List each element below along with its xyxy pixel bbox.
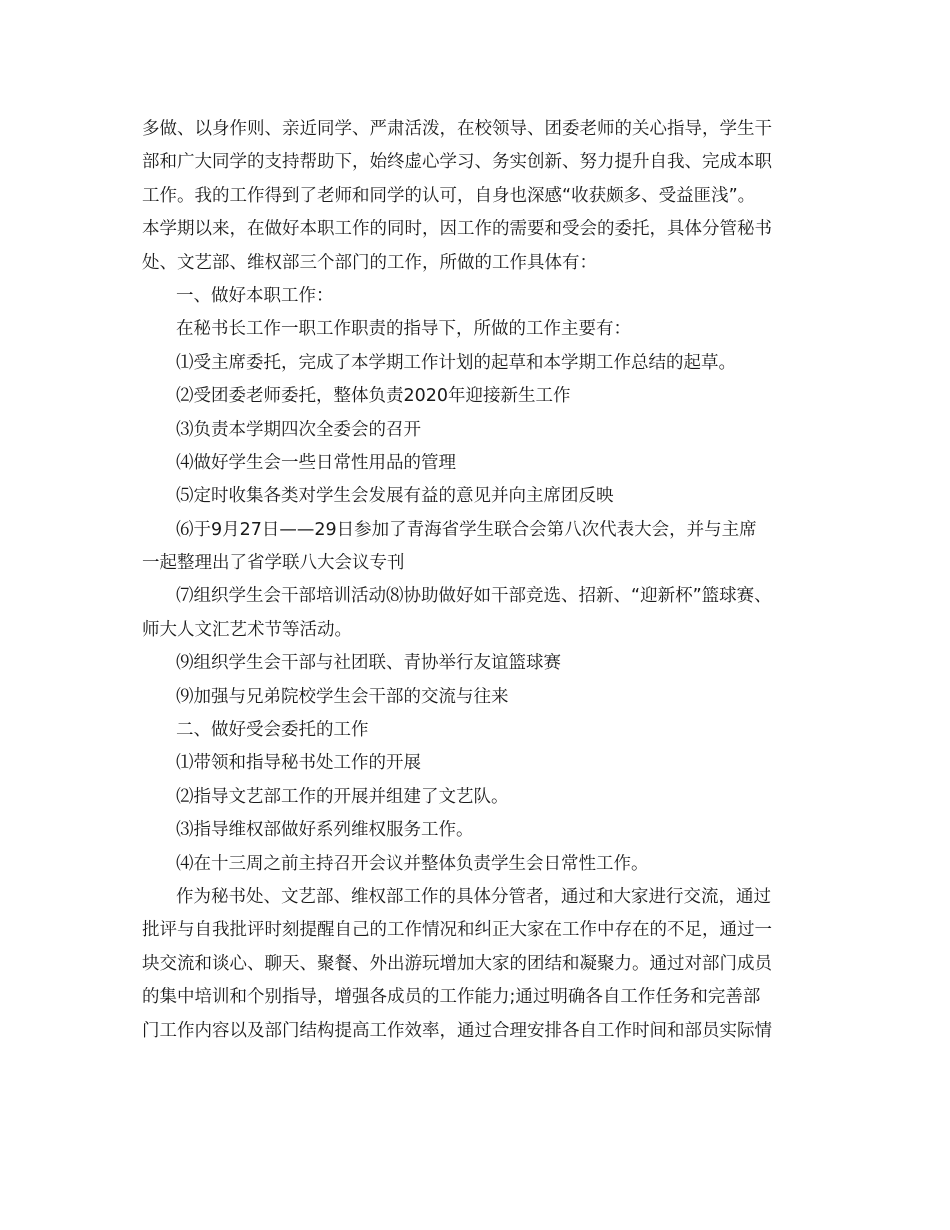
text-line: 一、做好本职工作： bbox=[176, 285, 334, 306]
text-line: 处、文艺部、维权部三个部门的工作，所做的工作具体有： bbox=[142, 252, 597, 273]
text-line: 作为秘书处、文艺部、维权部工作的具体分管者，通过和大家进行交流，通过 bbox=[176, 886, 771, 907]
text-line: ⑴带领和指导秘书处工作的开展 bbox=[176, 753, 421, 774]
text-line: 多做、以身作则、亲近同学、严肃活泼，在校领导、团委老师的关心指导，学生干 bbox=[142, 119, 772, 139]
text-line: 二、做好受会委托的工作 bbox=[176, 720, 369, 741]
text-line: 工作。我的工作得到了老师和同学的认可，自身也深感“收获颇多、受益匪浅”。 bbox=[142, 185, 756, 206]
text-line: 在秘书长工作一职工作职责的指导下，所做的工作主要有： bbox=[176, 319, 631, 340]
text-line: ⑸定时收集各类对学生会发展有益的意见并向主席团反映 bbox=[176, 486, 614, 507]
text-line: ⑶指导维权部做好系列维权服务工作。 bbox=[176, 820, 474, 841]
text-line: 一起整理出了省学联八大会议专刊 bbox=[142, 553, 405, 574]
text-line: 师大人文汇艺术节等活动。 bbox=[142, 619, 352, 640]
text-line: 块交流和谈心、聊天、聚餐、外出游玩增加大家的团结和凝聚力。通过对部门成员 bbox=[142, 953, 772, 974]
text-line: 的集中培训和个别指导，增强各成员的工作能力;通过明确各自工作任务和完善部 bbox=[142, 987, 761, 1008]
text-line: ⑷在十三周之前主持召开会议并整体负责学生会日常性工作。 bbox=[176, 853, 649, 874]
text-line: ⑺组织学生会干部培训活动⑻协助做好如干部竞选、招新、“迎新杯”篮球赛、 bbox=[176, 586, 772, 607]
text-line: ⑵受团委老师委托，整体负责2020年迎接新生工作 bbox=[176, 386, 571, 407]
text-line: 门工作内容以及部门结构提高工作效率，通过合理安排各自工作时间和部员实际情 bbox=[142, 1020, 772, 1041]
text-line: 部和广大同学的支持帮助下，始终虚心学习、务实创新、努力提升自我、完成本职 bbox=[142, 152, 772, 173]
document-body bbox=[142, 113, 822, 1048]
text-line: 批评与自我批评时刻提醒自己的工作情况和纠正大家在工作中存在的不足，通过一 bbox=[142, 920, 772, 941]
text-line: ⑵指导文艺部工作的开展并组建了文艺队。 bbox=[176, 786, 509, 807]
text-line: ⑷做好学生会一些日常性用品的管理 bbox=[176, 452, 456, 473]
text-line: ⑼加强与兄弟院校学生会干部的交流与往来 bbox=[176, 686, 509, 707]
text-line: ⑴受主席委托，完成了本学期工作计划的起草和本学期工作总结的起草。 bbox=[176, 352, 736, 373]
text-line: ⑶负责本学期四次全委会的召开 bbox=[176, 419, 421, 440]
text-line: 本学期以来，在做好本职工作的同时，因工作的需要和受会的委托，具体分管秘书 bbox=[142, 219, 772, 240]
text-line: ⑹于9月27日——29日参加了青海省学生联合会第八次代表大会，并与主席 bbox=[176, 519, 757, 540]
text-line: ⑼组织学生会干部与社团联、青协举行友谊篮球赛 bbox=[176, 653, 561, 674]
